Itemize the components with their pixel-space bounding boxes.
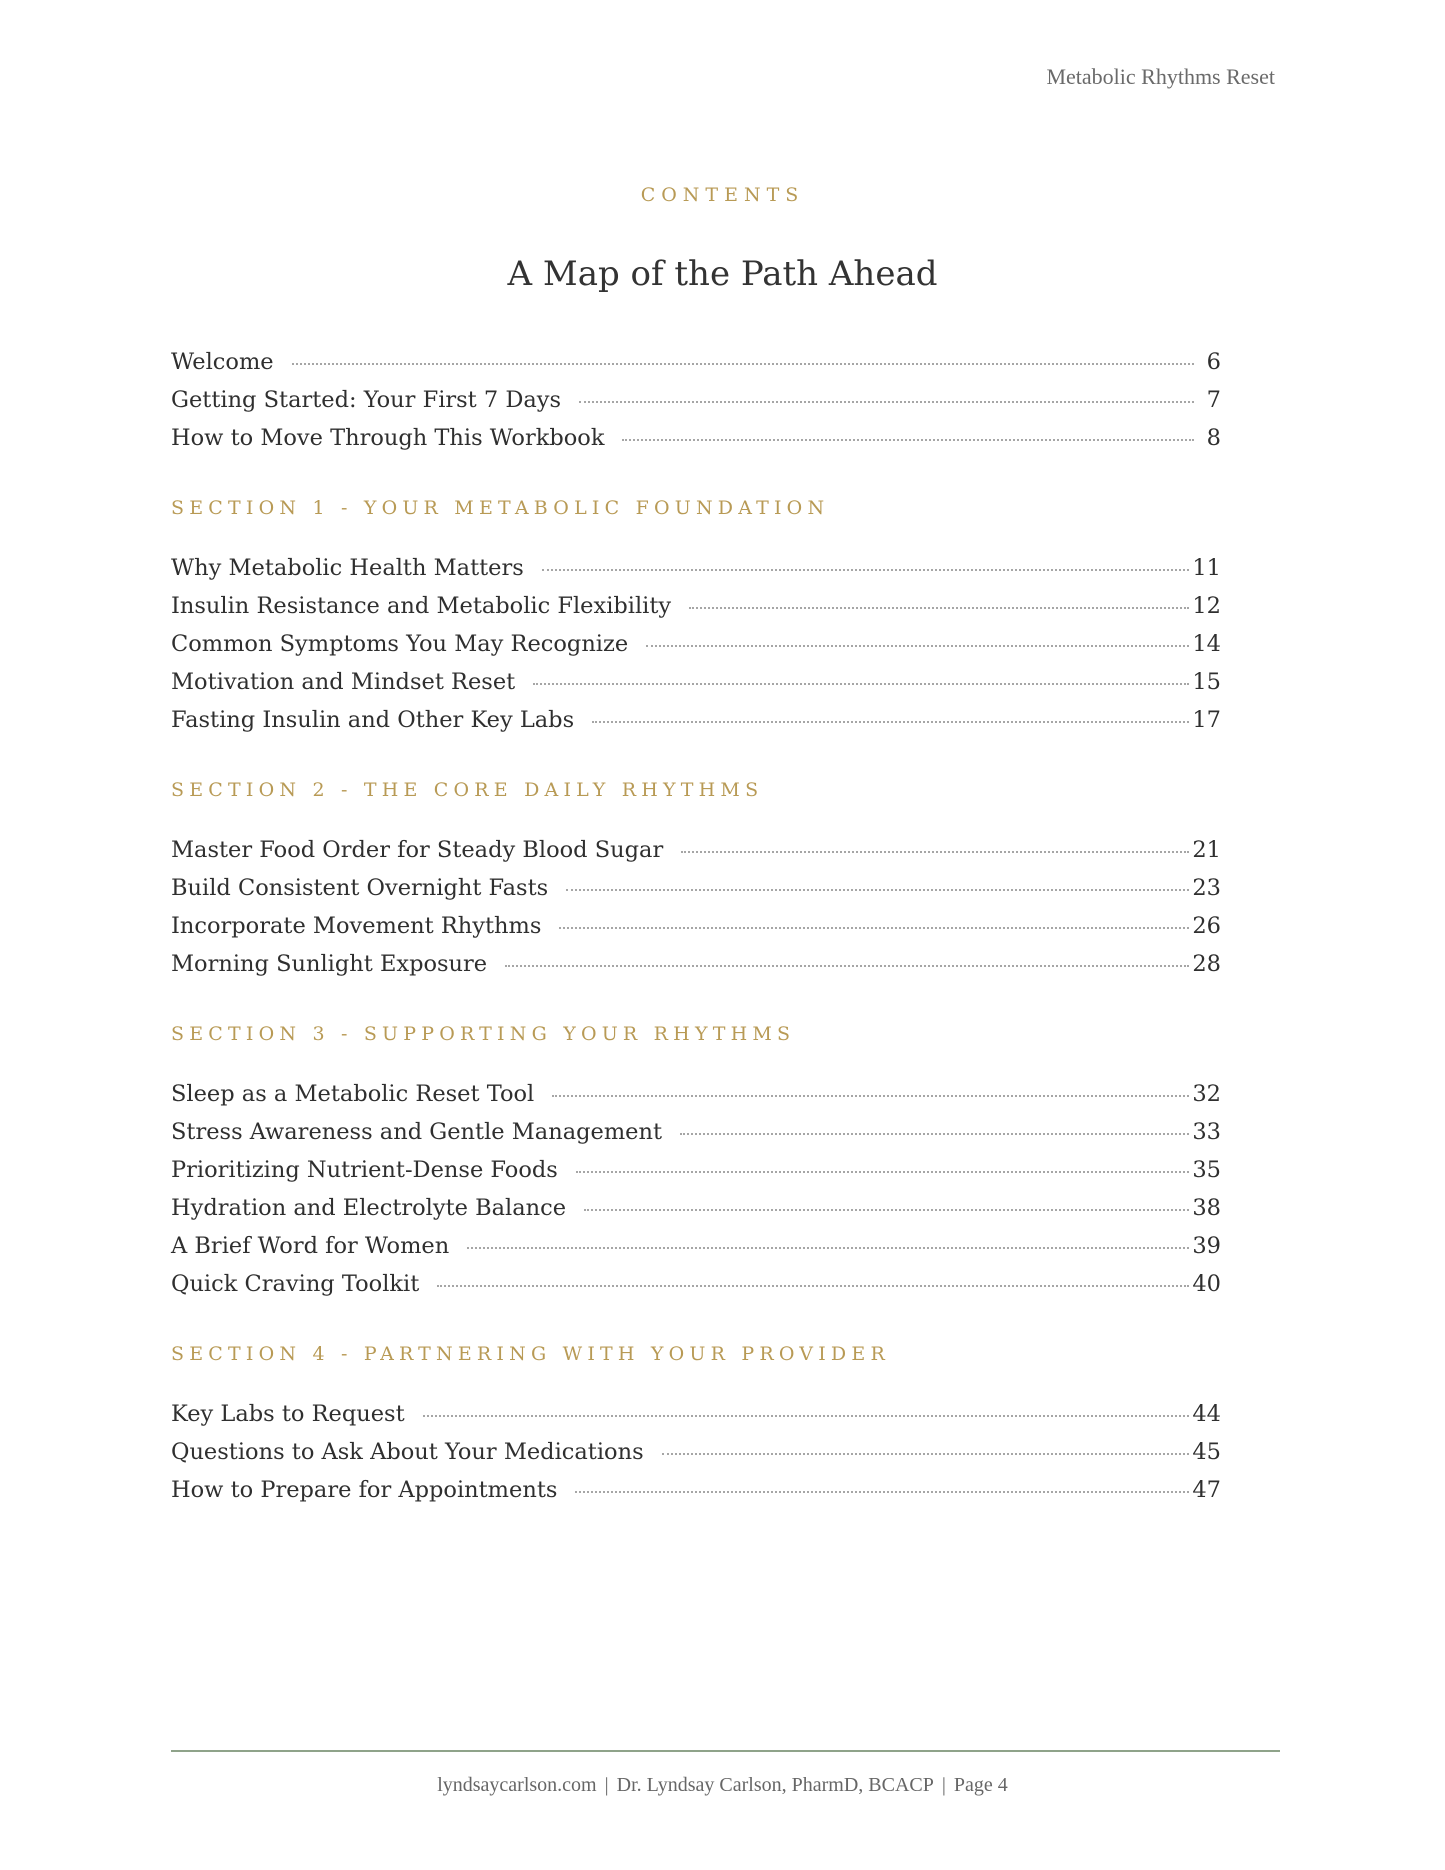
dot-leader xyxy=(646,645,1189,647)
dot-leader xyxy=(584,1209,1189,1211)
toc-entry[interactable] xyxy=(171,555,1221,593)
toc-entry[interactable] xyxy=(171,1233,1221,1271)
footer-separator: | xyxy=(604,1774,609,1796)
section-2-heading: SECTION 2 - THE CORE DAILY RHYTHMS xyxy=(171,779,764,801)
dot-leader xyxy=(579,401,1194,403)
toc-entry-page: 35 xyxy=(1192,1157,1221,1183)
toc-entry-page: 21 xyxy=(1192,837,1221,863)
footer-author: Dr. Lyndsay Carlson, PharmD, BCACP xyxy=(616,1774,934,1796)
section-4-heading: SECTION 4 - PARTNERING WITH YOUR PROVIDER xyxy=(171,1343,890,1365)
toc-entry-page: 17 xyxy=(1192,707,1221,733)
toc-entry-title: Prioritizing Nutrient-Dense Foods xyxy=(171,1157,558,1183)
toc-entry[interactable] xyxy=(171,875,1221,913)
toc-entry[interactable] xyxy=(171,1271,1221,1309)
table-of-contents xyxy=(171,349,1221,1515)
toc-entry[interactable] xyxy=(171,913,1221,951)
dot-leader xyxy=(689,607,1189,609)
toc-entry[interactable] xyxy=(171,593,1221,631)
toc-entry-page: 28 xyxy=(1192,951,1221,977)
toc-entry-title: Motivation and Mindset Reset xyxy=(171,669,516,695)
toc-entry-page: 23 xyxy=(1192,875,1221,901)
dot-leader xyxy=(575,1491,1189,1493)
toc-entry-page: 26 xyxy=(1192,913,1221,939)
toc-entry-title: Hydration and Electrolyte Balance xyxy=(171,1195,567,1221)
toc-entry-title: Stress Awareness and Gentle Management xyxy=(171,1119,663,1145)
dot-leader xyxy=(592,721,1189,723)
toc-entry[interactable] xyxy=(171,387,1221,425)
toc-entry[interactable] xyxy=(171,1195,1221,1233)
toc-entry[interactable] xyxy=(171,669,1221,707)
dot-leader xyxy=(552,1095,1189,1097)
toc-entry-title: Why Metabolic Health Matters xyxy=(171,555,524,581)
toc-entry[interactable] xyxy=(171,1081,1221,1119)
page-title: A Map of the Path Ahead xyxy=(507,254,938,294)
dot-leader xyxy=(533,683,1189,685)
toc-entry-page: 7 xyxy=(1206,387,1221,413)
footer-separator: | xyxy=(941,1774,946,1796)
footer-page-number: Page 4 xyxy=(953,1774,1008,1796)
toc-entry-page: 6 xyxy=(1206,349,1221,375)
toc-entry[interactable] xyxy=(171,631,1221,669)
toc-entry-title: Morning Sunlight Exposure xyxy=(171,951,488,977)
dot-leader xyxy=(681,851,1189,853)
toc-entry[interactable] xyxy=(171,425,1221,463)
dot-leader xyxy=(423,1415,1190,1417)
toc-entry[interactable] xyxy=(171,1439,1221,1477)
toc-entry[interactable] xyxy=(171,951,1221,989)
toc-entry[interactable] xyxy=(171,1401,1221,1439)
dot-leader xyxy=(576,1171,1190,1173)
running-header-title: Metabolic Rhythms Reset xyxy=(1046,64,1275,89)
section-3-heading: SECTION 3 - SUPPORTING YOUR RHYTHMS xyxy=(171,1023,796,1045)
toc-entry[interactable] xyxy=(171,1477,1221,1515)
toc-entry-title: Sleep as a Metabolic Reset Tool xyxy=(171,1081,535,1107)
page-footer xyxy=(0,1774,1445,1797)
dot-leader xyxy=(622,439,1194,441)
dot-leader xyxy=(292,363,1194,365)
footer-divider xyxy=(171,1750,1280,1752)
toc-entry[interactable] xyxy=(171,349,1221,387)
toc-entry-title: Master Food Order for Steady Blood Sugar xyxy=(171,837,664,863)
toc-entry-page: 11 xyxy=(1192,555,1221,581)
dot-leader xyxy=(505,965,1189,967)
toc-entry-title: How to Prepare for Appointments xyxy=(171,1477,558,1503)
toc-entry-page: 45 xyxy=(1192,1439,1221,1465)
toc-entry-title: Common Symptoms You May Recognize xyxy=(171,631,629,657)
toc-entry[interactable] xyxy=(171,707,1221,745)
toc-entry[interactable] xyxy=(171,837,1221,875)
toc-entry-page: 32 xyxy=(1192,1081,1221,1107)
dot-leader xyxy=(559,927,1189,929)
toc-entry-page: 44 xyxy=(1192,1401,1221,1427)
toc-entry-page: 15 xyxy=(1192,669,1221,695)
toc-entry-page: 14 xyxy=(1192,631,1221,657)
dot-leader xyxy=(437,1285,1189,1287)
dot-leader xyxy=(542,569,1190,571)
toc-entry-page: 40 xyxy=(1192,1271,1221,1297)
dot-leader xyxy=(566,889,1189,891)
toc-entry-title: Questions to Ask About Your Medications xyxy=(171,1439,644,1465)
toc-entry-title: How to Move Through This Workbook xyxy=(171,425,605,451)
dot-leader xyxy=(662,1453,1190,1455)
toc-entry-title: Welcome xyxy=(171,349,274,375)
dot-leader xyxy=(680,1133,1189,1135)
toc-entry[interactable] xyxy=(171,1119,1221,1157)
toc-entry-title: Insulin Resistance and Metabolic Flexibility xyxy=(171,593,672,619)
toc-entry-page: 33 xyxy=(1192,1119,1221,1145)
toc-entry-page: 8 xyxy=(1206,425,1221,451)
section-1-heading: SECTION 1 - YOUR METABOLIC FOUNDATION xyxy=(171,497,830,519)
toc-entry-page: 12 xyxy=(1192,593,1221,619)
toc-entry[interactable] xyxy=(171,1157,1221,1195)
contents-eyebrow: CONTENTS xyxy=(640,184,805,206)
toc-entry-title: Quick Craving Toolkit xyxy=(171,1271,420,1297)
toc-entry-page: 47 xyxy=(1192,1477,1221,1503)
toc-entry-title: Getting Started: Your First 7 Days xyxy=(171,387,562,413)
dot-leader xyxy=(467,1247,1189,1249)
toc-entry-title: Fasting Insulin and Other Key Labs xyxy=(171,707,575,733)
footer-website-link[interactable]: lyndsaycarlson.com xyxy=(437,1774,597,1796)
toc-entry-title: Key Labs to Request xyxy=(171,1401,405,1427)
toc-entry-title: Incorporate Movement Rhythms xyxy=(171,913,542,939)
toc-entry-title: Build Consistent Overnight Fasts xyxy=(171,875,549,901)
toc-entry-page: 39 xyxy=(1192,1233,1221,1259)
toc-entry-title: A Brief Word for Women xyxy=(171,1233,450,1259)
toc-entry-page: 38 xyxy=(1192,1195,1221,1221)
